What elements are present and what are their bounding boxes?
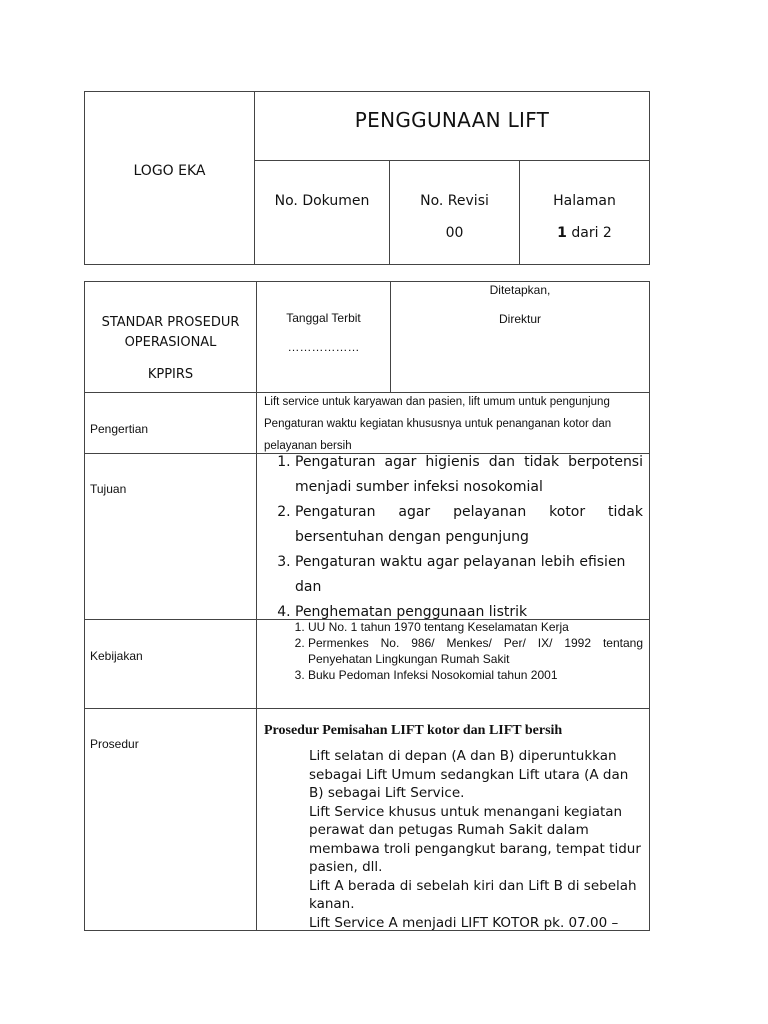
halaman-current: 1 [557,225,567,241]
pengertian-label: Pengertian [90,422,149,436]
halaman-label: Halaman [553,193,616,209]
list-item: 2. Permenkes No. 986/ Menkes/ Per/ IX/ 1992 tentang Penyehatan Lingkungan Rumah Sakit [308,635,643,667]
tanggal-terbit-label: Tanggal Terbit [286,311,361,325]
direktur-label: Direktur [498,312,541,326]
list-item: 3. Buku Pedoman Infeksi Nosokomial tahun 2001 [308,667,643,683]
sop-title-line2: OPERASIONAL [124,335,217,350]
no-revisi-value: 00 [445,225,464,241]
document-title: PENGGUNAAN LIFT [354,108,550,132]
list-item: 1. UU No. 1 tahun 1970 tentang Keselamatan Kerja [308,619,643,635]
kebijakan-list [308,619,643,683]
sop-title-line1: STANDAR PROSEDUR [101,315,240,330]
ditetapkan-label: Ditetapkan, [489,283,551,297]
prosedur-heading: Prosedur Pemisahan LIFT kotor dan LIFT bersih [264,723,563,738]
list-item: 3. Lift A berada di sebelah kiri dan Lift B di sebelah kanan. [309,877,641,914]
halaman-value [520,225,649,241]
no-revisi-label: No. Revisi [420,193,489,209]
list-item: 2. Pengaturan agar pelayanan kotor tidak bersentuhan dengan pengunjung [295,500,643,550]
list-item: 3. Pengaturan waktu agar pelayanan lebih efisien dan [295,550,643,600]
pengertian-line: Lift service untuk karyawan dan pasien, lift umum untuk pengunjung [264,396,610,408]
list-item: 4. Penghematan penggunaan listrik [295,600,643,625]
tujuan-label: Tujuan [90,482,127,496]
logo-placeholder: LOGO EKA [133,163,206,179]
kebijakan-label: Kebijakan [90,649,143,663]
prosedur-list [309,747,641,930]
list-item: 1. Lift selatan di depan (A dan B) diperuntukkan sebagai Lift Umum sedangkan Lift utara (A dan B) sebagai Lift Service. [309,747,641,803]
pengertian-text [264,391,648,457]
halaman-total: dari 2 [571,225,612,241]
list-item: 4. Lift Service A menjadi LIFT KOTOR pk. 07.00 – [309,914,641,931]
tujuan-list [295,450,643,625]
sop-unit: KPPIRS [147,367,194,382]
prosedur-label: Prosedur [90,737,139,751]
pengertian-line: pelayanan bersih [264,440,352,452]
list-item: 1. Pengaturan agar higienis dan tidak berpotensi menjadi sumber infeksi nosokomial [295,450,643,500]
tanggal-terbit-value: ……………… [287,340,360,354]
sop-title [85,313,256,385]
pengertian-line: Pengaturan waktu kegiatan khususnya untuk penanganan kotor dan [264,418,612,430]
list-item: 2. Lift Service khusus untuk menangani kegiatan perawat dan petugas Rumah Sakit dalam membawa troli pengangkut barang, tempat tidur pasien, dll. [309,803,641,877]
no-dokumen-label: No. Dokumen [274,193,370,209]
